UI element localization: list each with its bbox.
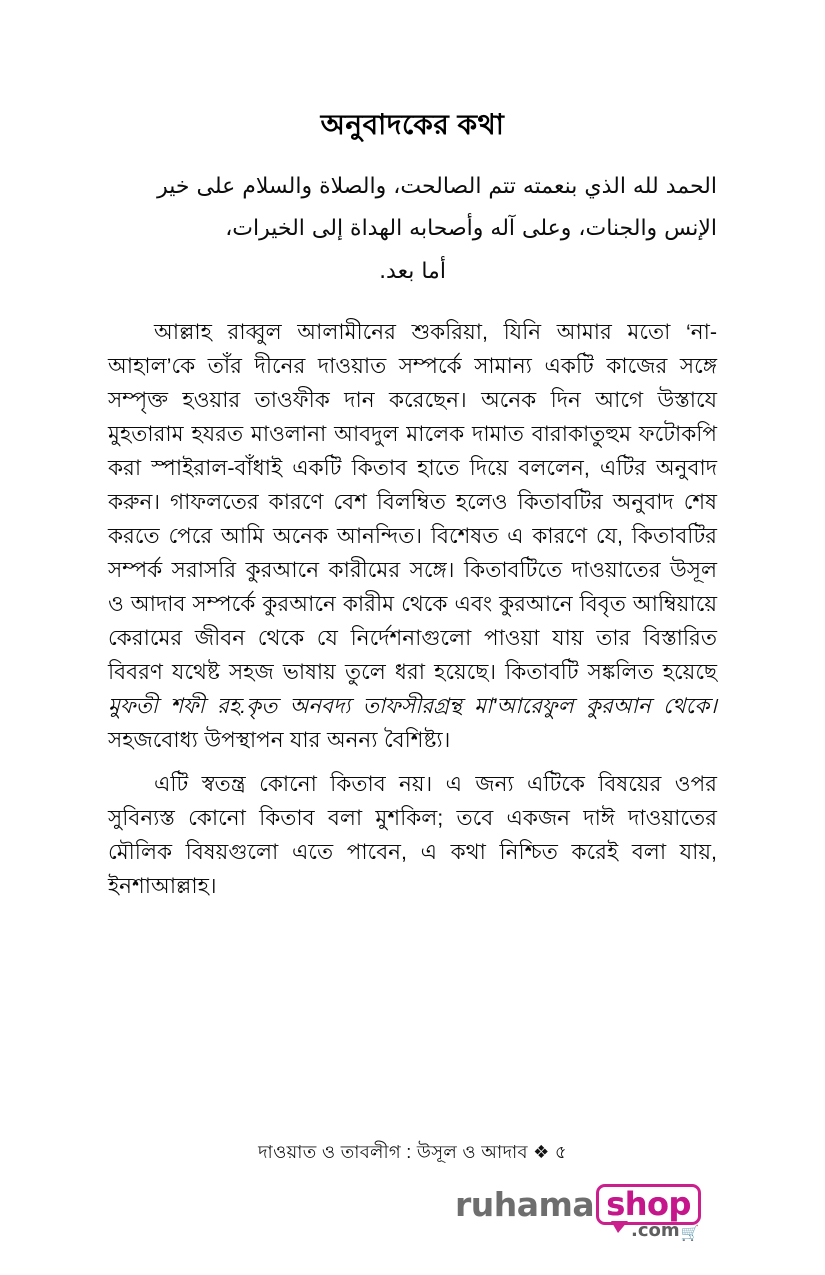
arabic-invocation-block	[108, 142, 717, 295]
watermark-brand-primary: ruhama	[455, 1184, 595, 1224]
arabic-line-1: الحمد لله الذي بنعمته تتم الصالحت، والصلاة والسلام على خير	[157, 173, 717, 199]
cart-icon: 🛒	[680, 1224, 700, 1242]
paragraph-1-text-part-2: সহজবোধ্য উপস্থাপন যার অনন্য বৈশিষ্ট্য।	[108, 727, 451, 752]
arabic-line-2: الإنس والجنات، وعلى آله وأصحابه الهداة إلى الخيرات،	[225, 216, 717, 242]
paragraph-2: এটি স্বতন্ত্র কোনো কিতাব নয়। এ জন্য এটিকে বিষয়ের ওপর সুবিন্যস্ত কোনো কিতাব বলা মুশকিল; তবে একজন দাঈ দাওয়াতের মৌলিক বিষয়গুলো এতে পাবেন, এ কথা নিশ্চিত করেই বলা যায়, ইনশাআল্লাহ।	[108, 771, 717, 898]
watermark-brand-row	[455, 1186, 775, 1222]
watermark-logo	[455, 1186, 775, 1248]
watermark-tld: .com	[631, 1220, 680, 1241]
paragraph-1-italic-citation: মুফতী শফী রহ.কৃত অনবদ্য তাফসীরগ্রন্থ মা'আরেফুল কুরআন থেকে।	[108, 693, 717, 718]
bengali-body	[108, 294, 717, 903]
watermark-brand-secondary: shop	[606, 1184, 691, 1223]
paragraph-1	[108, 316, 717, 758]
running-footer: দাওয়াত ও তাবলীগ : উসূল ও আদাব ❖ ৫	[258, 1142, 567, 1162]
arabic-line-3: أما بعد.	[379, 259, 446, 285]
page-title: অনুবাদকের কথা	[320, 109, 505, 140]
speech-bubble-icon	[596, 1184, 701, 1225]
paragraph-1-text-part-1: আল্লাহ রাব্বুল আলামীনের শুকরিয়া, যিনি আমার মতো ‘না-আহাল’কে তাঁর দীনের দাওয়াত সম্পর্কে সামান্য একটি কাজের সঙ্গে সম্পৃক্ত হওয়ার তাওফীক দান করেছেন। অনেক দিন আগে উস্তাযে মুহতারাম হযরত মাওলানা আবদুল মালেক দামাত বারাকাতুহুম ফটোকপি করা স্পাইরাল-বাঁধাই একটি কিতাব হাতে দিয়ে বললেন, এটির অনুবাদ করুন। গাফলতের কারণে বেশ বিলম্বিত হলেও কিতাবটির অনুবাদ শেষ করতে পেরে আমি অনেক আনন্দিত। বিশেষত এ কারণে যে, কিতাবটির সম্পর্ক সরাসরি কুরআনে কারীমের সঙ্গে। কিতাবটিতে দাওয়াতের উসূল ও আদাব সম্পর্কে কুরআনে কারীম থেকে এবং কুরআনে বিবৃত আম্বিয়ায়ে কেরামের জীবন থেকে যে নির্দেশনাগুলো পাওয়া যায় তার বিস্তারিত বিবরণ যথেষ্ট সহজ ভাষায় তুলে ধরা হয়েছে। কিতাবটি সঙ্কলিত হয়েছে	[108, 320, 717, 684]
page-content	[108, 0, 717, 904]
watermark-subrow	[631, 1222, 699, 1240]
